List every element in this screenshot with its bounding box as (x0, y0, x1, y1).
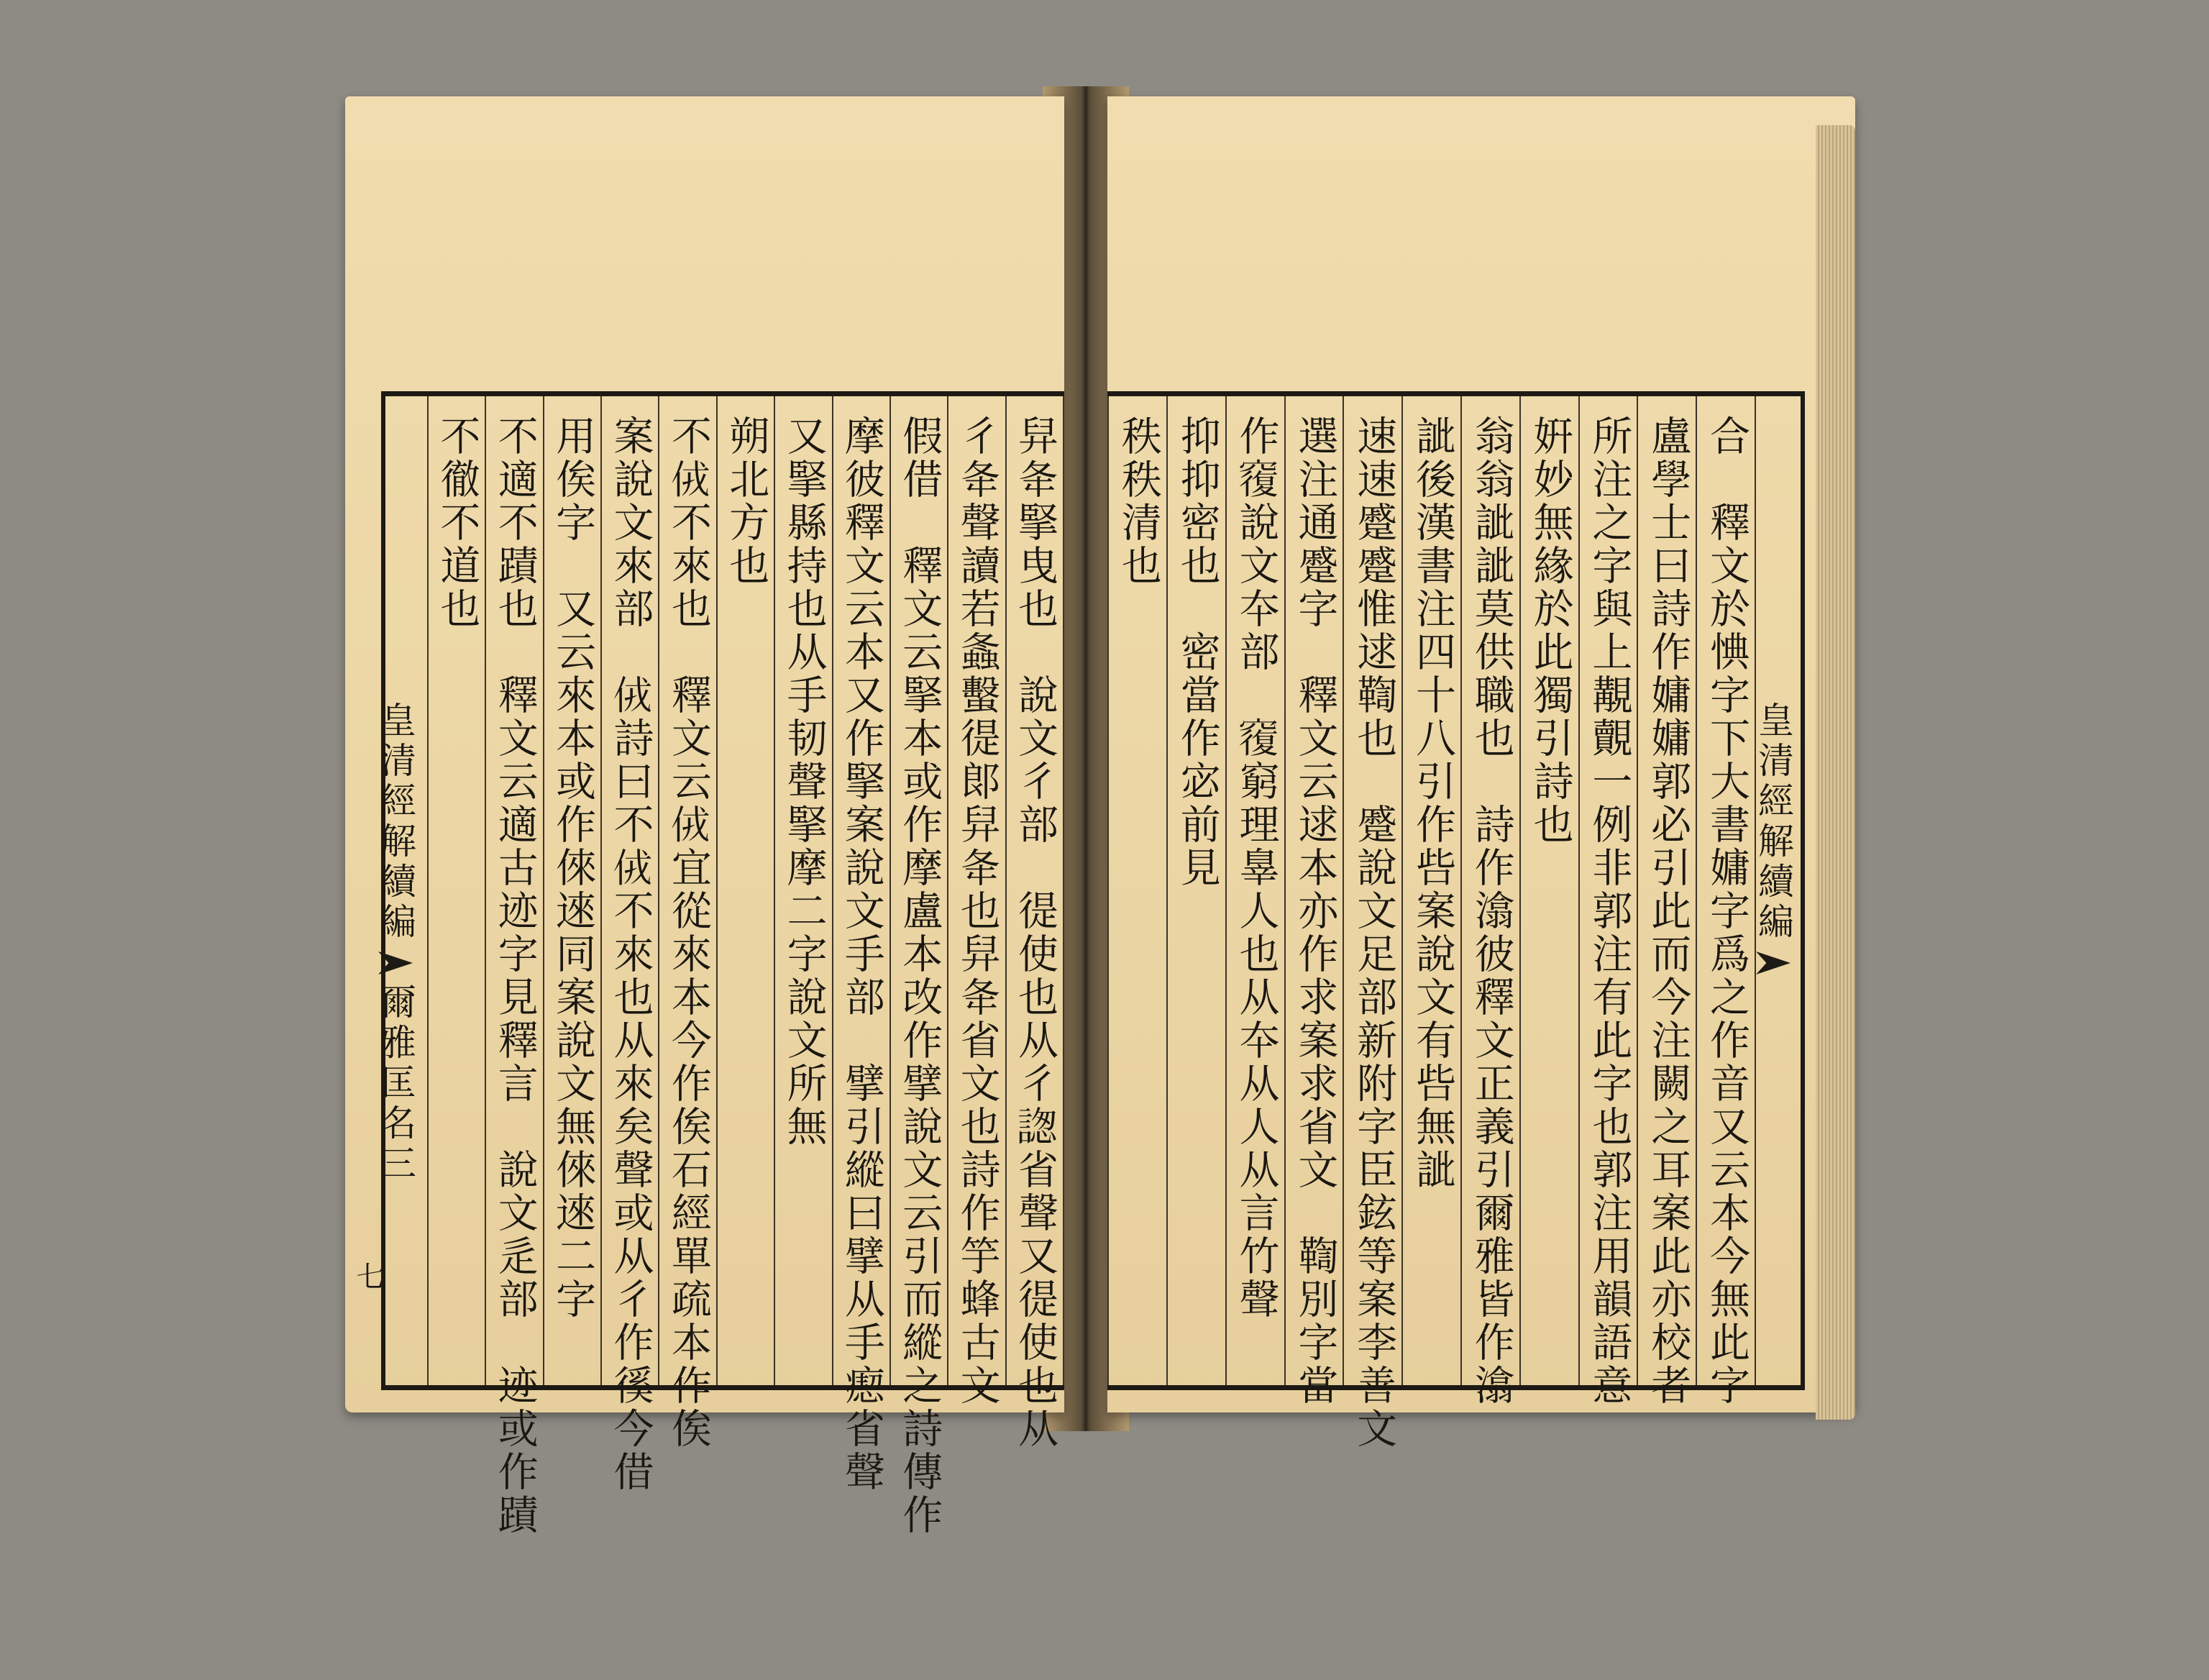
left-page-number: 七 (352, 1261, 385, 1290)
text-column: 速速蹙蹙惟逑鞫也 蹙說文足部新附字臣鉉等案李善文 (1343, 396, 1401, 1385)
left-margin-title (375, 691, 421, 1680)
text-column: 合 釋文於㥏字下大書嫞字爲之作音又云本今無此字 (1696, 396, 1756, 1385)
text-column: 假借 釋文云掔本或作摩盧本改作擘說文云引而縱之詩傳作 (889, 396, 947, 1385)
left-margin-section: 爾雅匡名三 (375, 983, 416, 1184)
right-margin-title (1752, 691, 1799, 1680)
text-column: 選注通蹙字 釋文云逑本亦作求案求省文 鞫別字當 (1284, 396, 1343, 1385)
text-column: 彳夅聲讀若螽蟿徥郞舁夅也舁夅省文也詩作竽蜂古文 (947, 396, 1005, 1385)
right-margin-book-title: 皇清經解續編 (1752, 701, 1794, 943)
text-column: 不適不蹟也 釋文云適古迹字見釋言 說文辵部 迹或作蹟 (485, 396, 542, 1385)
text-column: 朔北方也 (716, 396, 774, 1385)
fish-tail-mark (378, 951, 413, 974)
text-column: 姸妙無緣於此獨引詩也 (1519, 396, 1578, 1385)
fish-tail-mark (1756, 951, 1790, 974)
left-margin-book-title: 皇清經解續編 (375, 701, 416, 943)
right-page (1107, 96, 1855, 1451)
text-column: 盧學士曰詩作嫞嫞郭必引此而今注闕之耳案此亦校者 (1637, 396, 1696, 1385)
text-column: 翁翁訿訿莫供職也 詩作潝彼釋文正義引爾雅皆作潝 (1460, 396, 1519, 1385)
text-column: 不徹不道也 (427, 396, 485, 1385)
text-column: 所注之字與上覯覿一例非郭注有此字也郭注用韻語意 (1578, 396, 1637, 1385)
text-column: 抑抑密也 密當作宓前見 (1166, 396, 1225, 1385)
text-column: 訿後漢書注四十八引作呰案說文有呰無訿 (1401, 396, 1460, 1385)
text-column: 案說文來部 𠈋詩曰不𠈋不來也从來矣聲或从彳作徯今借 (600, 396, 658, 1385)
right-text-frame (1107, 391, 1805, 1451)
text-column: 秩秩清也 (1107, 396, 1166, 1385)
text-column: 又掔縣持也从手韧聲掔摩二字說文所無 (774, 396, 831, 1385)
text-column: 用俟字 又云來本或作倈逨同案說文無倈逨二字 (543, 396, 600, 1385)
open-book (316, 79, 1891, 1537)
text-column: 作𥨍說文夲部 𥨍窮理辠人也从夲从人从言竹聲 (1225, 396, 1284, 1385)
left-text-frame (375, 391, 1064, 1537)
page-edges (1816, 125, 1855, 1420)
text-column: 舁夅掔曳也 說文彳部 徥使也从彳𧩪省聲又徥使也从 (1005, 396, 1064, 1385)
left-page (345, 96, 1064, 1537)
text-column: 摩彼釋文云本又作掔案說文手部 擘引縱曰擘从手瘛省聲 (832, 396, 889, 1385)
text-column: 不𠈋不來也 釋文云𠈋宜從來本今作俟石經單疏本作俟 (658, 396, 715, 1385)
